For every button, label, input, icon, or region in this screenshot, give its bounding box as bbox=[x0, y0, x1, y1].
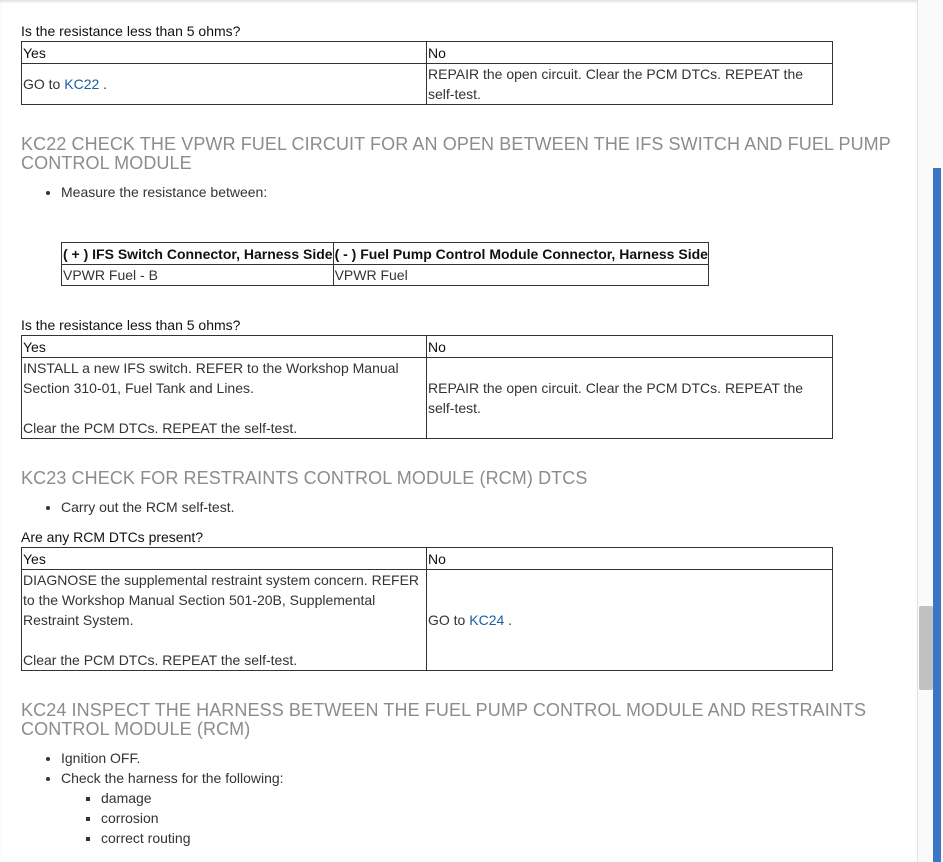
no-cell bbox=[427, 570, 833, 671]
question-kc22: Is the resistance less than 5 ohms? bbox=[21, 317, 241, 333]
no-cell: REPAIR the open circuit. Clear the PCM DTCs. REPEAT the self-test. bbox=[427, 64, 833, 105]
connector-table bbox=[61, 242, 709, 286]
yes-header: Yes bbox=[22, 548, 427, 570]
kc22-bullets bbox=[21, 182, 267, 202]
no-header: No bbox=[427, 42, 833, 64]
no-suffix: . bbox=[508, 612, 513, 628]
connector-col2-value: VPWR Fuel bbox=[333, 265, 708, 286]
no-header: No bbox=[427, 548, 833, 570]
connector-col1-value: VPWR Fuel - B bbox=[62, 265, 334, 286]
yes-no-table-kc22 bbox=[21, 335, 833, 439]
connector-col1-header: ( + ) IFS Switch Connector, Harness Side bbox=[62, 243, 334, 265]
yes-cell bbox=[22, 358, 427, 439]
yes-prefix: GO to bbox=[23, 76, 61, 92]
yes-text: DIAGNOSE the supplemental restraint system concern. REFER to the Workshop Manual Section 501-20B, Supplemental Restraint System. bbox=[23, 572, 420, 628]
sub-list-item: ▪ damage bbox=[101, 788, 284, 808]
scroll-progress-rail bbox=[933, 168, 941, 862]
yes-text-2: Clear the PCM DTCs. REPEAT the self-test. bbox=[23, 652, 298, 668]
yes-header: Yes bbox=[22, 42, 427, 64]
list-item: • Carry out the RCM self-test. bbox=[61, 497, 235, 517]
kc24-bullets bbox=[21, 748, 284, 848]
yes-no-table-kc21 bbox=[21, 41, 833, 105]
sub-list-item: ▪ correct routing bbox=[101, 828, 284, 848]
kc24-link[interactable]: KC24 bbox=[469, 612, 505, 628]
no-prefix: GO to bbox=[428, 612, 466, 628]
yes-no-table-kc23 bbox=[21, 547, 833, 671]
kc22-heading: KC22 CHECK THE VPWR FUEL CIRCUIT FOR AN OPEN BETWEEN THE IFS SWITCH AND FUEL PUMP CONTROL MODULE bbox=[21, 134, 891, 173]
yes-cell bbox=[22, 64, 427, 105]
no-cell: REPAIR the open circuit. Clear the PCM DTCs. REPEAT the self-test. bbox=[427, 358, 833, 439]
connector-col2-header: ( - ) Fuel Pump Control Module Connector, Harness Side bbox=[333, 243, 708, 265]
kc22-link[interactable]: KC22 bbox=[64, 76, 100, 92]
scrollbar-thumb[interactable] bbox=[919, 606, 933, 690]
list-item-text: Check the harness for the following: bbox=[61, 770, 284, 786]
yes-cell bbox=[22, 570, 427, 671]
list-item bbox=[61, 768, 284, 848]
question-kc21: Is the resistance less than 5 ohms? bbox=[21, 23, 241, 39]
no-header: No bbox=[427, 336, 833, 358]
yes-text: INSTALL a new IFS switch. REFER to the Workshop Manual Section 310-01, Fuel Tank and Lines. bbox=[23, 360, 399, 396]
kc24-heading: KC24 INSPECT THE HARNESS BETWEEN THE FUEL PUMP CONTROL MODULE AND RESTRAINTS CONTROL MODULE (RCM) bbox=[21, 700, 867, 739]
yes-text-2: Clear the PCM DTCs. REPEAT the self-test. bbox=[23, 420, 298, 436]
list-item: • Measure the resistance between: bbox=[61, 182, 267, 202]
kc23-heading: KC23 CHECK FOR RESTRAINTS CONTROL MODULE (RCM) DTCS bbox=[21, 468, 588, 488]
sub-list bbox=[61, 788, 284, 848]
yes-suffix: . bbox=[103, 76, 108, 92]
yes-header: Yes bbox=[22, 336, 427, 358]
sub-list-item: ▪ corrosion bbox=[101, 808, 284, 828]
kc23-bullets bbox=[21, 497, 235, 517]
question-kc23: Are any RCM DTCs present? bbox=[21, 529, 204, 545]
list-item: • Ignition OFF. bbox=[61, 748, 284, 768]
